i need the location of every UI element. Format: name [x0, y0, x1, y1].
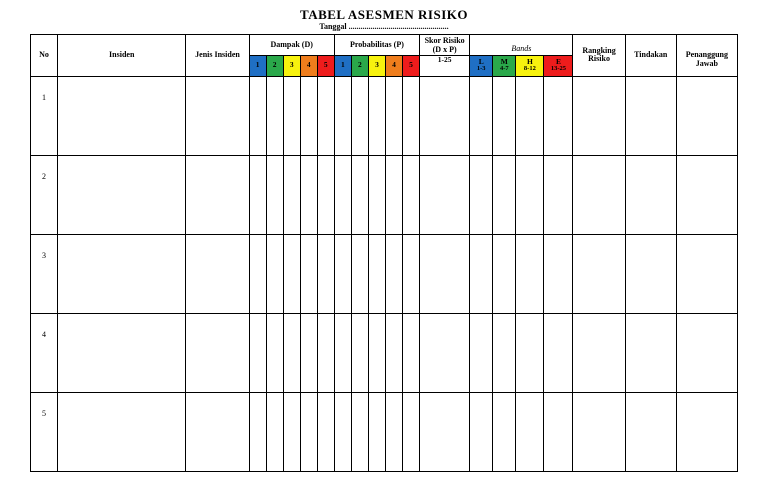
table-cell[interactable]	[385, 392, 402, 471]
table-cell[interactable]	[186, 392, 249, 471]
table-cell[interactable]	[676, 234, 737, 313]
table-cell[interactable]	[625, 76, 676, 155]
table-cell[interactable]	[470, 234, 493, 313]
header-probabilitas: Probabilitas (P)	[334, 35, 419, 56]
table-cell[interactable]	[420, 392, 470, 471]
table-cell[interactable]	[266, 155, 283, 234]
table-cell[interactable]	[368, 76, 385, 155]
table-cell[interactable]	[403, 155, 420, 234]
table-cell[interactable]	[676, 155, 737, 234]
table-cell[interactable]	[403, 392, 420, 471]
table-cell[interactable]	[266, 392, 283, 471]
table-cell[interactable]	[283, 155, 300, 234]
table-cell[interactable]	[676, 392, 737, 471]
table-cell[interactable]	[493, 313, 516, 392]
table-cell[interactable]	[249, 234, 266, 313]
table-cell[interactable]	[676, 313, 737, 392]
header-insiden: Insiden	[58, 35, 186, 77]
band-high-range: 8-12	[523, 65, 536, 73]
table-cell[interactable]	[544, 76, 573, 155]
band-medium-range: 4-7	[499, 65, 509, 73]
table-cell[interactable]	[470, 155, 493, 234]
table-cell[interactable]	[186, 76, 249, 155]
skor-range: 1-25	[420, 55, 470, 76]
table-cell[interactable]	[470, 76, 493, 155]
table-cell[interactable]	[300, 155, 317, 234]
table-cell[interactable]	[300, 392, 317, 471]
table-cell[interactable]	[385, 76, 402, 155]
table-cell[interactable]	[351, 313, 368, 392]
table-cell[interactable]	[573, 234, 625, 313]
band-low-range: 1-3	[476, 65, 486, 73]
table-cell[interactable]	[351, 155, 368, 234]
header-bands: Bands	[470, 35, 573, 56]
table-cell[interactable]	[493, 76, 516, 155]
table-cell[interactable]	[249, 155, 266, 234]
table-cell[interactable]	[266, 313, 283, 392]
table-cell[interactable]	[516, 392, 544, 471]
probabilitas-scale-2: 2	[351, 55, 368, 76]
table-cell[interactable]	[544, 234, 573, 313]
table-cell[interactable]	[368, 155, 385, 234]
table-cell[interactable]	[544, 155, 573, 234]
table-cell[interactable]	[493, 155, 516, 234]
table-cell[interactable]	[58, 76, 186, 155]
risk-assessment-table	[30, 34, 738, 472]
row-number: 1	[31, 76, 58, 155]
row-number: 4	[31, 313, 58, 392]
table-cell[interactable]	[300, 234, 317, 313]
table-cell[interactable]	[385, 313, 402, 392]
table-cell[interactable]	[283, 313, 300, 392]
header-skor-risiko: Skor Risiko (D x P)	[420, 35, 470, 56]
date-line: Tanggal ..................................................	[319, 22, 449, 31]
table-row	[31, 76, 738, 155]
table-cell[interactable]	[544, 392, 573, 471]
table-cell[interactable]	[186, 155, 249, 234]
table-cell[interactable]	[420, 313, 470, 392]
table-cell[interactable]	[186, 313, 249, 392]
table-cell[interactable]	[58, 155, 186, 234]
table-cell[interactable]	[470, 313, 493, 392]
band-high-code: H	[526, 57, 533, 67]
table-cell[interactable]	[300, 313, 317, 392]
table-cell[interactable]	[283, 76, 300, 155]
table-cell[interactable]	[420, 76, 470, 155]
table-cell[interactable]	[317, 392, 334, 471]
table-cell[interactable]	[625, 234, 676, 313]
table-cell[interactable]	[516, 234, 544, 313]
table-cell[interactable]	[516, 155, 544, 234]
table-cell[interactable]	[403, 313, 420, 392]
band-low-code: L	[478, 57, 484, 67]
table-row	[31, 313, 738, 392]
table-cell[interactable]	[351, 76, 368, 155]
header-penanggung-jawab: Penanggung Jawab	[676, 35, 737, 77]
table-cell[interactable]	[249, 76, 266, 155]
table-cell[interactable]	[317, 234, 334, 313]
table-cell[interactable]	[368, 234, 385, 313]
table-cell[interactable]	[351, 392, 368, 471]
table-cell[interactable]	[470, 392, 493, 471]
dampak-scale-5: 5	[317, 55, 334, 76]
table-cell[interactable]	[317, 155, 334, 234]
dampak-scale-3: 3	[283, 55, 300, 76]
table-cell[interactable]	[625, 313, 676, 392]
table-cell[interactable]	[385, 155, 402, 234]
table-cell[interactable]	[625, 155, 676, 234]
table-cell[interactable]	[317, 76, 334, 155]
table-cell[interactable]	[283, 392, 300, 471]
table-cell[interactable]	[300, 76, 317, 155]
table-cell[interactable]	[573, 155, 625, 234]
dampak-scale-2: 2	[266, 55, 283, 76]
table-row	[31, 155, 738, 234]
table-cell[interactable]	[493, 234, 516, 313]
table-cell[interactable]	[249, 392, 266, 471]
table-cell[interactable]	[334, 313, 351, 392]
table-cell[interactable]	[420, 155, 470, 234]
table-cell[interactable]	[368, 313, 385, 392]
probabilitas-scale-3: 3	[368, 55, 385, 76]
table-cell[interactable]	[368, 392, 385, 471]
dampak-scale-4: 4	[300, 55, 317, 76]
table-row	[31, 392, 738, 471]
page-title: TABEL ASESMEN RISIKO	[300, 7, 468, 22]
band-high	[516, 55, 544, 76]
band-low	[470, 55, 493, 76]
table-cell[interactable]	[493, 392, 516, 471]
table-cell[interactable]	[186, 234, 249, 313]
table-cell[interactable]	[351, 234, 368, 313]
table-cell[interactable]	[317, 313, 334, 392]
dampak-scale-1: 1	[249, 55, 266, 76]
table-cell[interactable]	[249, 313, 266, 392]
table-cell[interactable]	[334, 155, 351, 234]
band-extreme-range: 13-25	[550, 65, 567, 73]
header-dampak: Dampak (D)	[249, 35, 334, 56]
table-cell[interactable]	[676, 76, 737, 155]
row-number: 5	[31, 392, 58, 471]
probabilitas-scale-4: 4	[385, 55, 402, 76]
table-cell[interactable]	[58, 313, 186, 392]
row-number: 2	[31, 155, 58, 234]
table-cell[interactable]	[573, 76, 625, 155]
table-cell[interactable]	[516, 313, 544, 392]
table-cell[interactable]	[385, 234, 402, 313]
band-extreme	[544, 55, 573, 76]
probabilitas-scale-1: 1	[334, 55, 351, 76]
band-medium	[493, 55, 516, 76]
table-cell[interactable]	[403, 76, 420, 155]
table-cell[interactable]	[625, 392, 676, 471]
header-tindakan: Tindakan	[625, 35, 676, 77]
band-extreme-code: E	[555, 57, 561, 67]
header-rangking-risiko: Rangking Risiko	[573, 35, 625, 77]
table-cell[interactable]	[283, 234, 300, 313]
table-cell[interactable]	[334, 234, 351, 313]
table-cell[interactable]	[544, 313, 573, 392]
header-jenis-insiden: Jenis Insiden	[186, 35, 249, 77]
table-row	[31, 234, 738, 313]
header-no: No	[31, 35, 58, 77]
table-cell[interactable]	[573, 392, 625, 471]
table-cell[interactable]	[266, 234, 283, 313]
table-cell[interactable]	[573, 313, 625, 392]
row-number: 3	[31, 234, 58, 313]
table-cell[interactable]	[58, 392, 186, 471]
table-cell[interactable]	[420, 234, 470, 313]
probabilitas-scale-5: 5	[403, 55, 420, 76]
band-medium-code: M	[500, 57, 508, 67]
table-cell[interactable]	[58, 234, 186, 313]
table-cell[interactable]	[516, 76, 544, 155]
table-cell[interactable]	[334, 392, 351, 471]
table-cell[interactable]	[334, 76, 351, 155]
table-cell[interactable]	[266, 76, 283, 155]
table-cell[interactable]	[403, 234, 420, 313]
table-body	[31, 76, 738, 471]
